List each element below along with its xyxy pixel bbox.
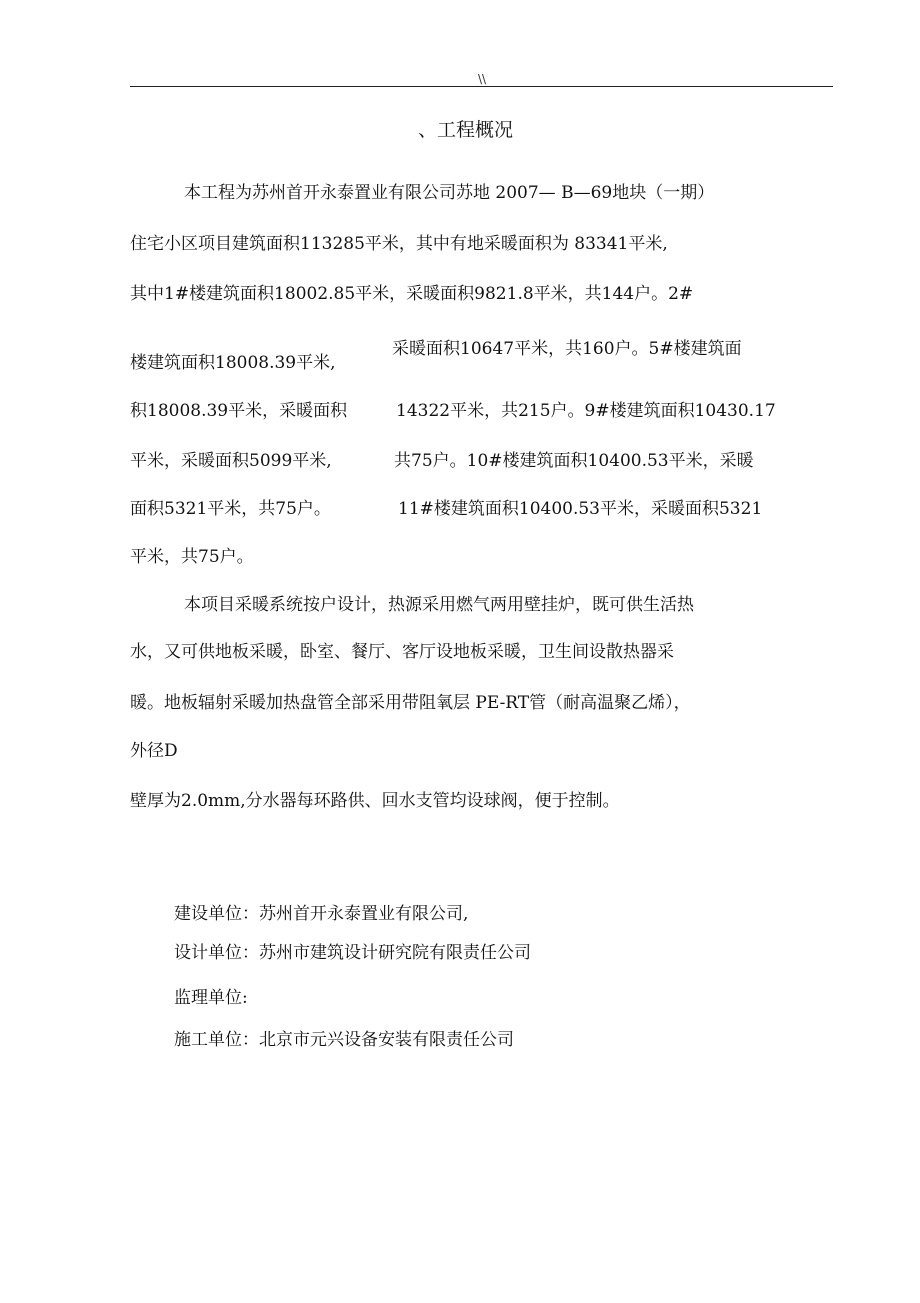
designer-unit: 设计单位：苏州市建筑设计研究院有限责任公司 (174, 943, 531, 963)
header-mark: \\ (478, 72, 487, 86)
builder-unit: 建设单位：苏州首开永泰置业有限公司, (174, 904, 469, 924)
contractor-unit: 施工单位：北京市元兴设备安装有限责任公司 (174, 1030, 514, 1050)
para1-line-4b: 采暖面积10647平米，共160户。5#楼建筑面 (392, 339, 742, 359)
para1-line-3: 其中1#楼建筑面积18002.85平米，采暖面积9821.8平米，共144户。2# (130, 284, 694, 304)
para1-line-5a: 积18008.39平米，采暖面积 (130, 401, 348, 421)
para2-line-5: 壁厚为2.0mm,分水器每环路供、回水支管均设球阀，便于控制。 (130, 791, 620, 811)
para1-line-5b: 14322平米，共215户。9#楼建筑面积10430.17 (396, 401, 776, 421)
para2-line-4: 外径D (130, 741, 178, 761)
para1-line-1: 本工程为苏州首开永泰置业有限公司苏地 2007— B—69地块（一期） (184, 183, 715, 203)
para1-line-8: 平米，共75户。 (130, 547, 254, 567)
para1-line-7b: 11#楼建筑面积10400.53平米，采暖面积5321 (398, 499, 763, 519)
para1-line-2: 住宅小区项目建筑面积113285平米，其中有地采暖面积为 83341平米, (130, 234, 668, 254)
document-title: 、工程概况 (418, 119, 514, 141)
para2-line-1: 本项目采暖系统按户设计，热源采用燃气两用壁挂炉，既可供生活热 (184, 595, 694, 615)
para1-line-4a: 楼建筑面积18008.39平米, (130, 353, 336, 373)
para2-line-3: 暖。地板辐射采暖加热盘管全部采用带阻氧层 PE-RT管（耐高温聚乙烯）， (130, 693, 691, 713)
para1-line-6b: 共75户。10#楼建筑面积10400.53平米，采暖 (394, 451, 754, 471)
para1-line-6a: 平米，采暖面积5099平米, (130, 451, 332, 471)
para1-line-7a: 面积5321平米，共75户。 (130, 499, 331, 519)
para2-line-2: 水，又可供地板采暖，卧室、餐厅、客厅设地板采暖，卫生间设散热器采 (130, 642, 674, 662)
header-rule (130, 86, 833, 87)
supervisor-unit: 监理单位: (174, 988, 248, 1008)
